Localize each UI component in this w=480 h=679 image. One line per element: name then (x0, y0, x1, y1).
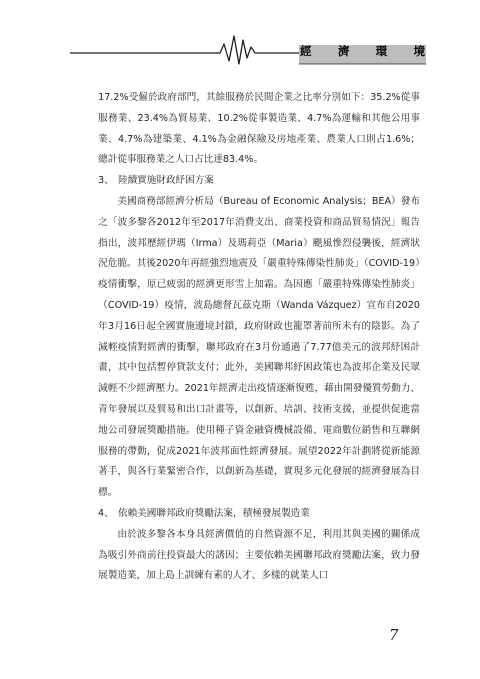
section-title-char: 環 (375, 44, 388, 58)
section-title-char: 經 (300, 44, 312, 58)
section-number: 4、 (98, 507, 114, 519)
section-title (300, 43, 425, 59)
section-heading-text: 依賴美國聯邦政府獎勵法案，積極發展製造業 (118, 507, 310, 519)
page-header (0, 0, 480, 70)
paragraph-employment: 17.2%受僱於政府部門，其餘服務於民間企業之比率分別如下：35.2%從事服務業、23.4%為貿易業、10.2%從事製造業、4.7%為運輸和其他公用事業、4.7%為建築業、4.1%為金融保險及房地產業、農業人口則占1.6%；總計從事服務業之人口占比達83.4%。 (98, 92, 420, 166)
heartbeat-line-icon (0, 0, 480, 70)
page-number: 7 (389, 626, 399, 644)
section-number: 3、 (98, 175, 114, 187)
section-heading-3 (78, 171, 420, 192)
section-heading-4 (78, 504, 420, 525)
paragraph-relief-plan: 美國商務部經濟分析局（Bureau of Economic Analysis；BEA）發布之「波多黎各2012年至2017年消費支出、商業投資和商品貿易情況」報告指出，波邦歷經伊瑪（Irma）及瑪莉亞（Maria）颶風慘烈侵襲後，經濟狀況危脆。其後2020年再經強烈地震及「嚴重特殊傳染性肺炎」（COVID-19）疫情衝擊，原已疲弱的經濟更形雪上加霜。為因應「嚴重特殊傳染性肺炎」（COVID-19）疫情，波島總督瓦茲克斯（Wanda Vázquez）宣布自2020年3月16日起全國實施邊境封鎖，政府財政也籠罩著前所未有的陰影。為了減輕疫情對經濟的衝擊，聯邦政府在3月份通過了7.77億美元的波邦紓困計畫，其中包括暫停貸款支付；此外，美國聯邦紓困政策也為波邦企業及民眾減輕不少經濟壓力。2021年經濟走出疫情逐漸復甦，藉由開發優質勞動力、青年發展以及貿易和出口計畫等，以創新、培訓、技術支援，並提供促進當地公司發展獎勵措施。使用種子資金融資機械設備、電商數位銷售和互聯網服務的帶動，促成2021年波邦面性經濟發展。展望2022年計劃將從新能源著手，與各行業緊密合作，以創新為基礎，實現多元化發展的經濟發展為目標。 (98, 195, 420, 499)
body-text (78, 88, 420, 587)
section-title-char: 境 (413, 44, 425, 58)
section-heading-text: 陸續實施財政紓困方案 (118, 175, 214, 187)
section-title-char: 濟 (337, 44, 350, 58)
paragraph-manufacturing: 由於波多黎各本身具經濟價值的自然資源不足，利用其與美國的關係成為吸引外商前往投資最大的誘因；主要依賴美國聯邦政府獎勵法案，致力發展製造業，加上島上訓練有素的人才、多樣的就業人口 (98, 528, 420, 582)
